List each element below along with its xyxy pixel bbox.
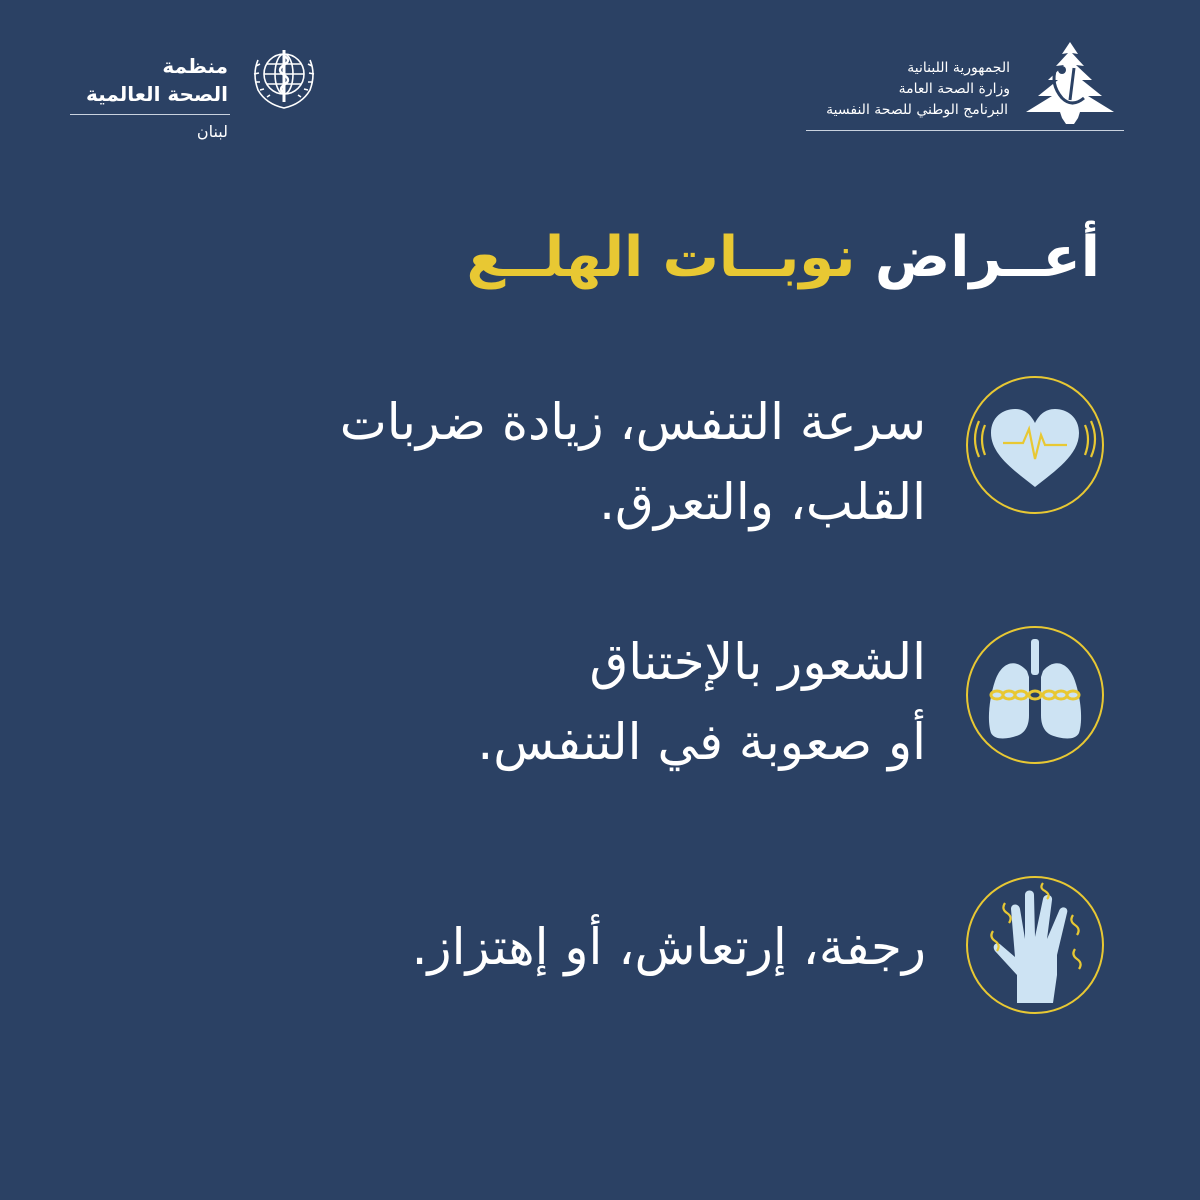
ministry-logo: [800, 40, 1130, 140]
who-logo: [70, 40, 320, 150]
who-divider: [70, 114, 230, 115]
who-name-line1: منظمة: [162, 54, 228, 78]
lungs-chain-icon: [965, 625, 1105, 765]
ministry-line1: الجمهورية اللبنانية: [907, 60, 1010, 76]
symptom-3-line1: رجفة، إرتعاش، أو إهتزاز.: [411, 918, 926, 976]
title-highlight: نوبــات الهلــع: [466, 225, 856, 290]
ministry-line3: البرنامج الوطني للصحة النفسية: [826, 102, 1008, 118]
who-name-line2: الصحة العالمية: [86, 82, 228, 106]
ministry-line2: وزارة الصحة العامة: [898, 81, 1010, 97]
symptom-2-text: [477, 622, 926, 782]
who-country: لبنان: [196, 122, 228, 141]
symptom-1-line2: القلب، والتعرق.: [599, 473, 926, 531]
title-prefix: أعــراض: [874, 225, 1100, 290]
cedar-icon: [1018, 40, 1122, 130]
symptom-2-line1: الشعور بالإختناق: [589, 633, 926, 691]
symptom-2-line2: أو صعوبة في التنفس.: [477, 713, 926, 771]
trembling-hand-icon: [965, 875, 1105, 1015]
ministry-divider: [806, 130, 1124, 131]
symptom-3-text: [412, 907, 926, 987]
page-title: [467, 218, 1100, 298]
heart-pulse-icon: [965, 375, 1105, 515]
who-emblem-icon: [248, 40, 320, 114]
symptom-1-text: [340, 382, 926, 542]
symptom-1-line1: سرعة التنفس، زيادة ضربات: [339, 393, 926, 451]
